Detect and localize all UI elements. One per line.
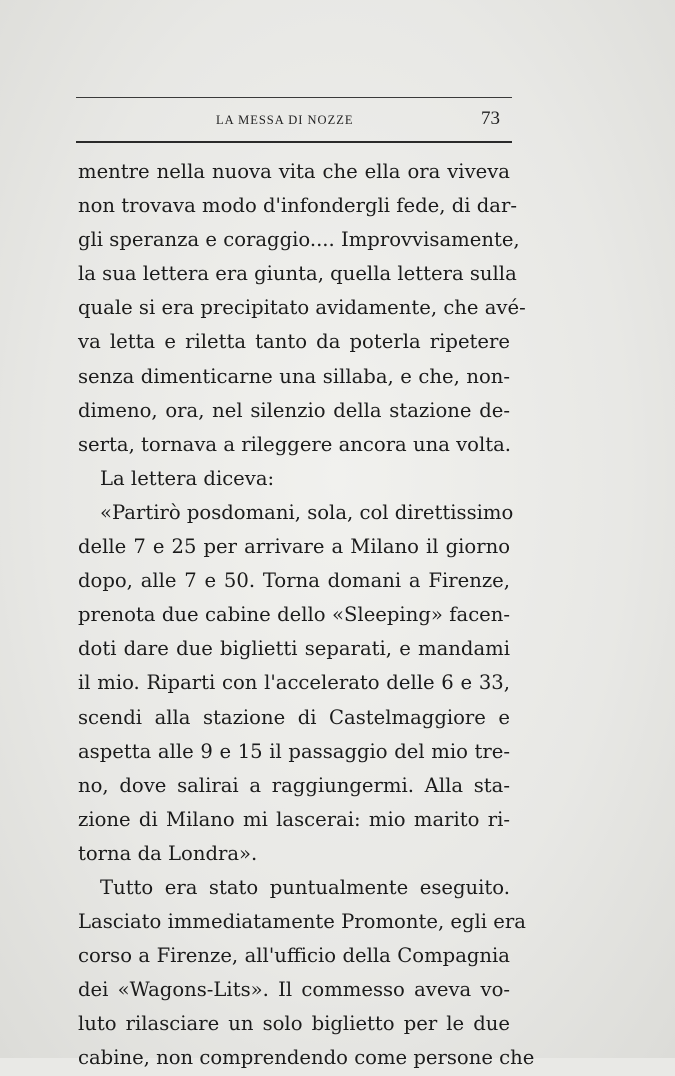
text-line: va letta e riletta tanto da poterla ripetere <box>78 330 510 354</box>
text-line: cabine, non comprendendo come persone che <box>78 1046 535 1070</box>
text-line: luto rilasciare un solo biglietto per le due <box>78 1012 510 1036</box>
text-line: senza dimenticarne una sillaba, e che, non- <box>78 364 510 388</box>
body-text <box>78 155 535 1076</box>
text-line: Lasciato immediatamente Promonte, egli era <box>78 910 526 934</box>
text-line: zione di Milano mi lascerai: mio marito ri- <box>78 807 510 831</box>
header-bottom-rule <box>76 141 512 143</box>
text-line: dei «Wagons-Lits». Il commesso aveva vo- <box>78 978 510 1002</box>
text-line: torna da Londra». <box>78 841 258 865</box>
page-number: 73 <box>481 108 500 129</box>
text-line: doti dare due biglietti separati, e mandami <box>78 637 510 661</box>
text-line: corso a Firenze, all'ufficio della Compagnia <box>78 944 510 968</box>
text-line: prenota due cabine dello «Sleeping» facen- <box>78 603 510 627</box>
text-line: dimeno, ora, nel silenzio della stazione de- <box>78 398 510 422</box>
header-top-rule <box>76 97 512 98</box>
text-line: la sua lettera era giunta, quella lettera sulla <box>78 262 517 286</box>
text-line: delle 7 e 25 per arrivare a Milano il giorno <box>78 535 510 559</box>
running-title: LA MESSA DI NOZZE <box>216 113 354 127</box>
text-line: dopo, alle 7 e 50. Torna domani a Firenze, <box>78 569 510 593</box>
text-line: aspetta alle 9 e 15 il passaggio del mio tre- <box>78 739 510 763</box>
text-line: quale si era precipitato avidamente, che avé- <box>78 296 526 320</box>
text-line: gli speranza e coraggio.... Improvvisamente, <box>78 228 520 252</box>
text-line: mentre nella nuova vita che ella ora viveva <box>78 160 510 183</box>
text-line: non trovava modo d'infondergli fede, di dar- <box>78 194 517 218</box>
text-line: «Partirò posdomani, sola, col direttissimo <box>100 500 514 524</box>
text-line: La lettera diceva: <box>100 466 275 490</box>
text-line: serta, tornava a rileggere ancora una volta. <box>78 432 512 456</box>
text-line: no, dove salirai a raggiungermi. Alla sta- <box>78 773 510 797</box>
text-line: il mio. Riparti con l'accelerato delle 6 e 33, <box>78 671 510 695</box>
text-line: scendi alla stazione di Castelmaggiore e <box>78 705 510 729</box>
text-line: Tutto era stato puntualmente eseguito. <box>100 875 510 899</box>
